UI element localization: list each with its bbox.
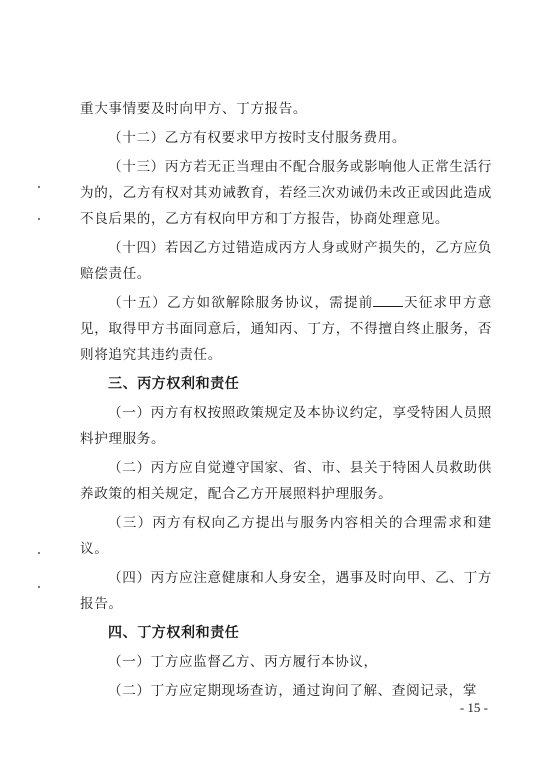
scan-mark: [38, 218, 40, 220]
paragraph: （十二）乙方有权要求甲方按时支付服务费用。: [108, 130, 407, 146]
paragraph-termination: [80, 290, 492, 368]
paragraph: （十三）丙方若无正当理由不配合服务或影响他人正常生活行为的，乙方有权对其劝诫教育，若经三次劝诫仍未改正或因此造成不良后果的，乙方有权向甲方和丁方报告，协商处理意见。: [80, 159, 492, 227]
paragraph: （二）丁方应定期现场查访，通过询问了解、查阅记录，掌: [108, 683, 478, 699]
paragraph: （三）丙方有权向乙方提出与服务内容相关的合理需求和建议。: [80, 515, 492, 557]
section-heading: 三、丙方权利和责任: [108, 376, 240, 392]
scan-mark: [38, 186, 40, 188]
paragraph: （一）丁方应监督乙方、丙方履行本协议，: [108, 654, 378, 670]
section-heading: 四、丁方权利和责任: [108, 625, 240, 641]
paragraph: （四）丙方应注意健康和人身安全，遇事及时向甲、乙、丁方报告。: [80, 570, 492, 612]
scan-mark: [38, 552, 40, 554]
paragraph: 重大事情要及时向甲方、丁方报告。: [80, 101, 308, 117]
paragraph: （二）丙方应自觉遵守国家、省、市、县关于特困人员救助供养政策的相关规定，配合乙方开展照料护理服务。: [80, 460, 492, 502]
paragraph: （一）丙方有权按照政策规定及本协议约定，享受特困人员照料护理服务。: [80, 405, 492, 447]
paragraph: （十四）若因乙方过错造成丙方人身或财产损失的，乙方应负赔偿责任。: [80, 240, 492, 282]
fill-in-blank: [373, 294, 403, 307]
document-body: [80, 96, 492, 707]
paragraph-text: （十五）乙方如欲解除服务协议，需提前: [108, 295, 374, 311]
paragraph-text: 天征求甲方意见，取得甲方书面同意后，通知丙、丁方，不得擅自终止服务，否则将追究其违约责任。: [80, 295, 492, 363]
scan-mark: [38, 586, 40, 588]
page-number: - 15 -: [459, 700, 488, 715]
